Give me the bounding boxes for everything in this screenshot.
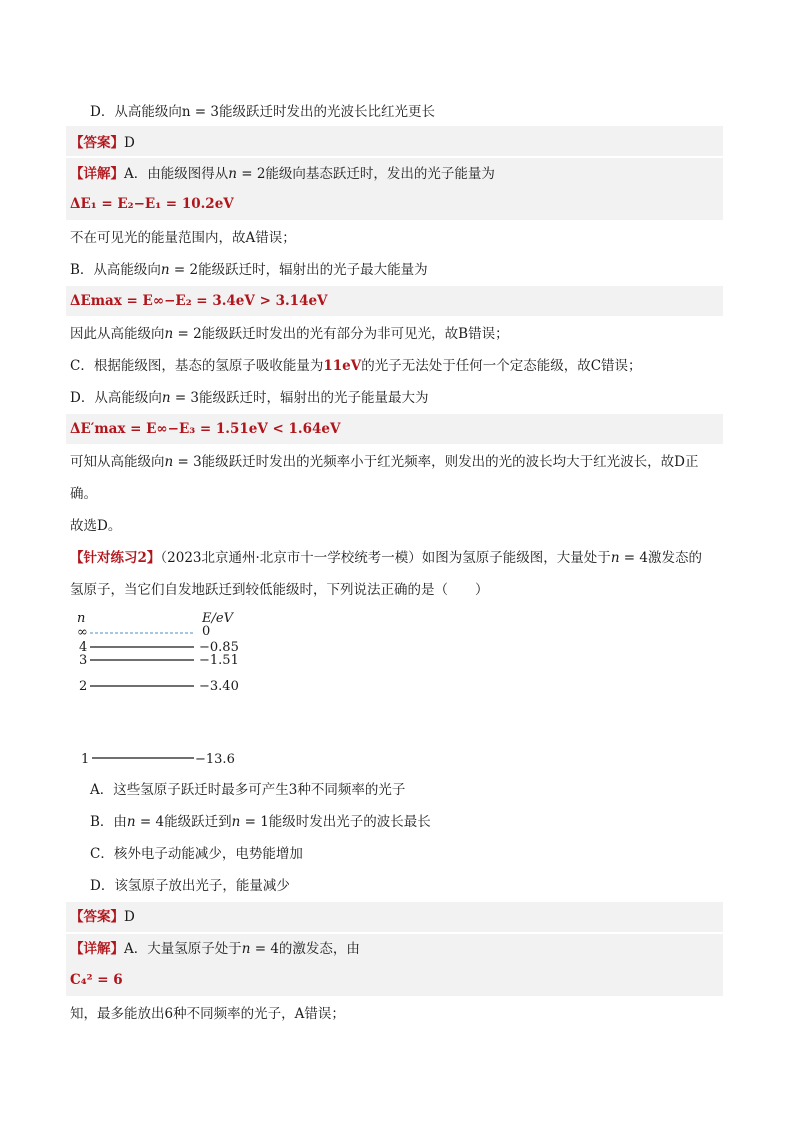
detail-1-d-conclusion: 可知从高能级向n = 3能级跃迁时发出的光频率小于红光频率，则发出的光的波长均大于红光波长，故D正 [70,454,699,470]
detail-1-d-conclusion-end: 确。 [70,486,97,502]
level-n-1: 1 [81,752,90,766]
practice-2-header: 【针对练习2】（2023北京通州·北京市十一学校统考一模）如图为氢原子能级图，大量处于n = 4激发态的 [70,550,702,566]
level-e-3: −1.51 [199,653,239,668]
practice-2-option-a: A．这些氢原子跃迁时最多可产生3种不同频率的光子 [90,782,406,798]
practice-2-option-c: C．核外电子动能减少，电势能增加 [90,846,303,862]
detail-1-d: D．从高能级向n = 3能级跃迁时，辐射出的光子能量最大为 [70,390,429,406]
answer-tag-1: 【答案】 [70,135,124,151]
detail-2-conclusion: 知，最多能放出6种不同频率的光子，A错误； [70,1006,345,1022]
equation-2: ΔEmax = E∞−E₂ = 3.4eV > 3.14eV [70,293,328,309]
level-n-3: 3 [79,653,88,668]
level-n-2: 2 [79,679,88,694]
practice-2-option-b: B．由n = 4能级跃迁到n = 1能级时发出光子的波长最长 [90,814,431,830]
equation-combination: C₄² = 6 [70,972,123,988]
level-n-4: 4 [79,640,88,655]
practice-2-question: 氢原子，当它们自发地跃迁到较低能级时，下列说法正确的是（ ） [70,582,489,598]
practice-2-option-d: D．该氢原子放出光子，能量减少 [90,878,290,894]
level-e-2: −3.40 [199,679,239,694]
detail-2-a: 【详解】A．大量氢原子处于n = 4的激发态，由 [70,941,360,957]
detail-1-final: 故选D。 [70,518,122,534]
answer-2: 【答案】D [70,909,135,925]
diagram-n-label: n [77,611,86,626]
level-n-inf: ∞ [77,625,88,640]
equation-3: ΔE′max = E∞−E₃ = 1.51eV < 1.64eV [70,421,341,437]
detail-1-c: C．根据能级图，基态的氢原子吸收能量为11eV的光子无法处于任何一个定态能级，故C错误； [70,358,642,374]
detail-1-b-conclusion: 因此从高能级向n = 2能级跃迁时发出的光有部分为非可见光，故B错误； [70,326,509,342]
level-e-4: −0.85 [199,640,239,655]
answer-1: 【答案】D [70,135,135,151]
q1-option-d: D．从高能级向n = 3能级跃迁时发出的光波长比红光更长 [90,104,436,120]
detail-1-a-conclusion: 不在可见光的能量范围内，故A错误； [70,230,296,246]
detail-1-b: B．从高能级向n = 2能级跃迁时，辐射出的光子最大能量为 [70,262,428,278]
energy-level-diagram [70,606,270,766]
level-e-inf: 0 [202,624,211,639]
answer-band-2 [66,902,723,932]
answer-band-1 [66,126,723,156]
diagram-e-label: E/eV [202,611,233,626]
detail-1-a: 【详解】A．由能级图得从n = 2能级向基态跃迁时，发出的光子能量为 [70,166,495,182]
level-e-1: −13.6 [195,752,235,766]
equation-1: ΔE₁ = E₂−E₁ = 10.2eV [70,196,234,212]
